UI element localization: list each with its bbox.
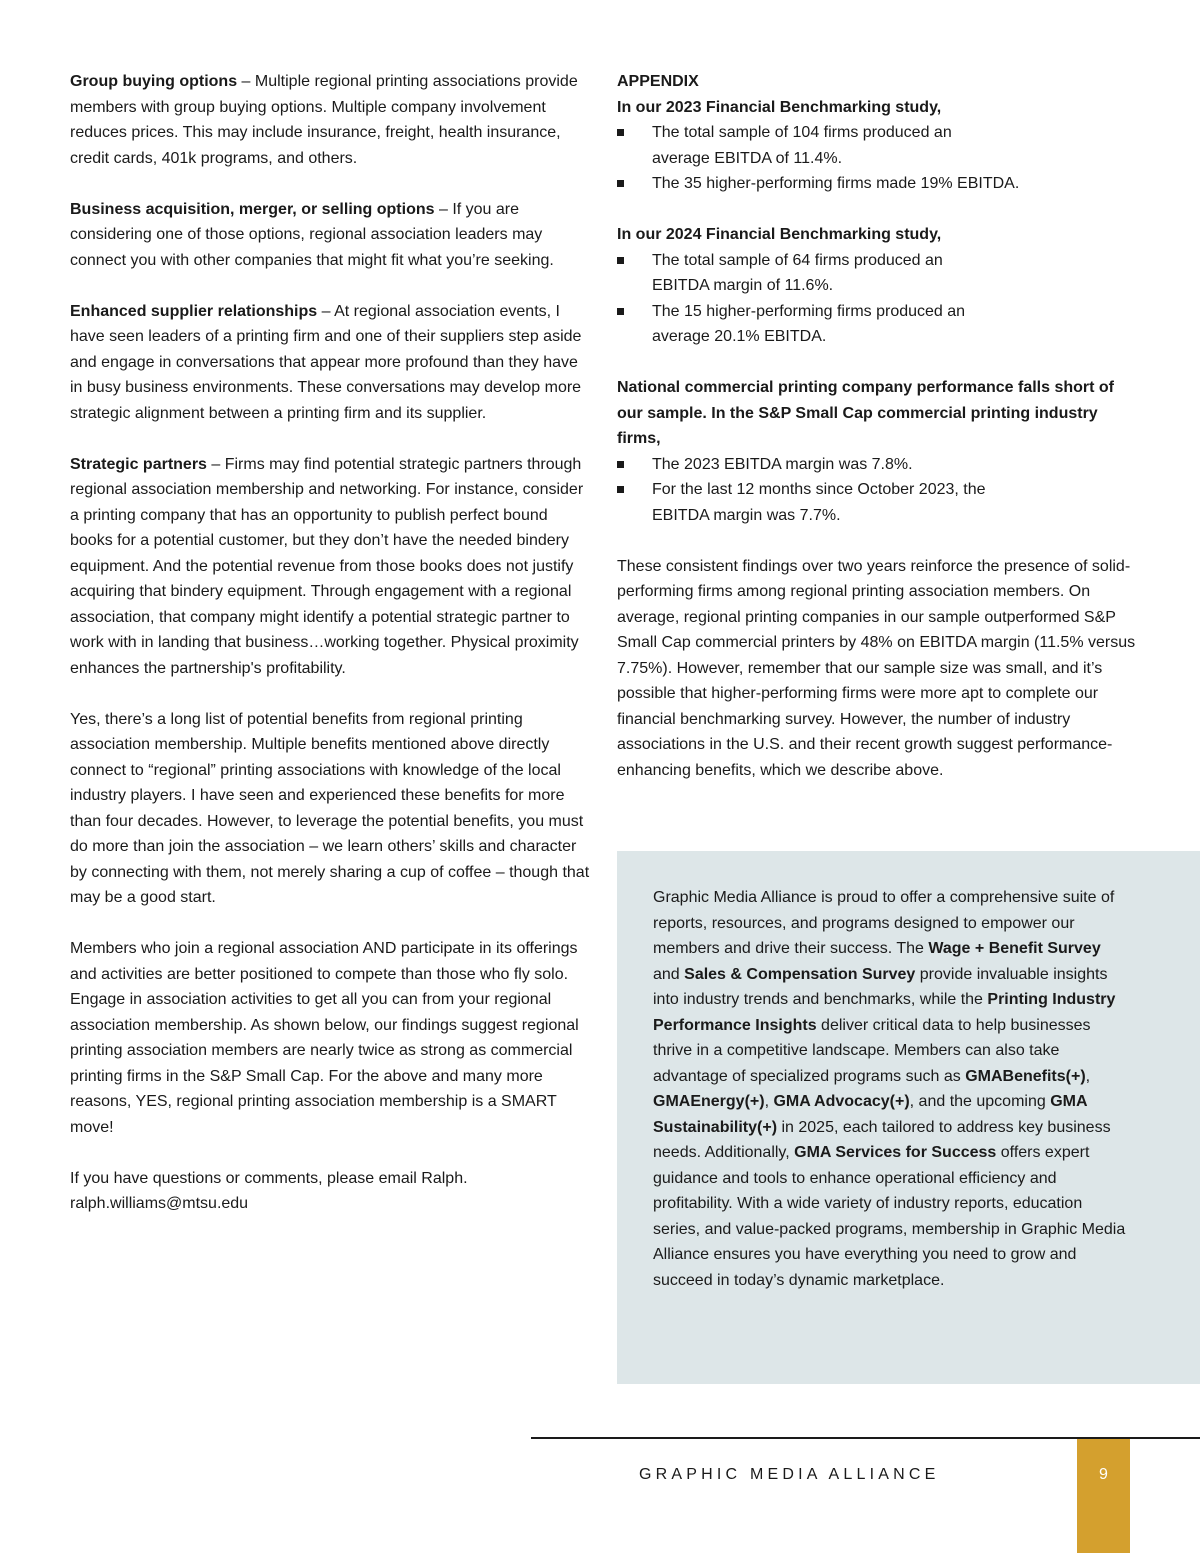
text-strategic-partners: – Firms may find potential strategic partners through regional association membership and networking. For instance, consider a printing company that has an opportunity to publish perfect bound books for a potential customer, but they don’t have the needed bindery equipment. And the potential revenue from those books does not justify acquiring that bindery equipment. Through engagement with a regional association, that company might identify a potential strategic partner to work with in landing that business…working together. Physical proximity enhances the partnership's profitability. — [70, 455, 584, 677]
page-number: 9 — [1099, 1466, 1108, 1483]
contact-text: If you have questions or comments, please email Ralph. — [70, 1169, 468, 1187]
gma-sustainability: GMA Sustainability(+) — [653, 1093, 1087, 1136]
page-number-tab — [1077, 1439, 1130, 1553]
list-item: The 35 higher-performing firms made 19% EBITDA. — [617, 171, 1137, 197]
paragraph-contact — [70, 1166, 592, 1217]
gma-energy: GMAEnergy(+) — [653, 1093, 765, 1110]
list-item: The 15 higher-performing firms produced an average 20.1% EBITDA. — [617, 299, 1137, 350]
heading-business-acquisition: Business acquisition, merger, or selling options — [70, 200, 435, 218]
bullet-icon — [617, 461, 624, 468]
gma-promo-box — [617, 851, 1200, 1384]
wage-benefit-survey: Wage + Benefit Survey — [928, 940, 1101, 957]
paragraph-group-buying — [70, 69, 592, 171]
paragraph-supplier-relationships — [70, 299, 592, 427]
heading-strategic-partners: Strategic partners — [70, 455, 207, 473]
text-supplier-relationships: – At regional association events, I have seen leaders of a printing firm and one of their suppliers step aside and engage in conversations that appear more profound than they have in busy business environments. These conversations may develop more strategic alignment between a printing firm and its supplier. — [70, 302, 582, 422]
paragraph-members-join: Members who join a regional association AND participate in its offerings and activities are better positioned to compete than those who fly solo. Engage in association activities to get all you can from your regional association membership. As shown below, our findings suggest regional printing association members are nearly twice as strong as commercial printing firms in the S&P Small Cap. For the above and many more reasons, YES, regional printing association membership is a SMART move! — [70, 940, 579, 1136]
heading-supplier-relationships: Enhanced supplier relationships — [70, 302, 318, 320]
text-business-acquisition: – If you are considering one of those options, regional association leaders may connect you with other companies that might fit what you’re seeking. — [70, 200, 554, 269]
right-column — [617, 69, 1137, 783]
list-item: For the last 12 months since October 2023, the EBITDA margin was 7.7%. — [617, 477, 1137, 528]
national-list — [617, 452, 1137, 529]
gma-promo-text: Graphic Media Alliance is proud to offer a comprehensive suite of reports, resources, and programs designed to empower our members and drive their success. The Wage + Benefit Survey and Sales & Compensation Survey provide invaluable insights into industry trends and benchmarks, while the Printing Industry Performance Insights deliver critical data to help businesses thrive in a competitive landscape. Members can also take advantage of specialized programs such as GMABenefits(+), GMAEnergy(+), GMA Advocacy(+), and the upcoming GMA Sustainability(+) in 2025, each tailored to address key business needs. Additionally, GMA Services for Success offers expert guidance and tools to enhance operational efficiency and profitability. With a wide variety of industry reports, education series, and value-packed programs, membership in Graphic Media Alliance ensures you have everything you need to grow and succeed in today’s dynamic marketplace. — [653, 889, 1126, 1289]
bullet-icon — [617, 129, 624, 136]
contact-email-link[interactable]: ralph.williams@mtsu.edu — [70, 1195, 249, 1212]
study-2023-list — [617, 120, 1137, 197]
gma-benefits: GMABenefits(+) — [965, 1067, 1086, 1085]
gma-advocacy: GMA Advocacy(+) — [773, 1093, 910, 1110]
bullet-icon — [617, 257, 624, 264]
bullet-icon — [617, 486, 624, 493]
paragraph-strategic-partners — [70, 452, 592, 682]
summary-paragraph: These consistent findings over two years reinforce the presence of solid-performing firms among regional printing association members. On average, regional printing companies in our sample outperformed S&P Small Cap commercial printers by 48% on EBITDA margin (11.5% versus 7.75%). However, remember that our sample size was small, and it’s possible that higher-performing firms were more apt to complete our financial benchmarking survey. However, the number of industry associations in the U.S. and their recent growth suggest performance-enhancing benefits, which we describe above. — [617, 557, 1136, 779]
gma-services-for-success: GMA Services for Success — [794, 1144, 997, 1161]
left-column — [70, 69, 592, 1217]
sales-compensation-survey: Sales & Compensation Survey — [684, 965, 916, 983]
paragraph-business-acquisition — [70, 197, 592, 274]
study-2023-heading: In our 2023 Financial Benchmarking study, — [617, 98, 942, 116]
heading-group-buying: Group buying options — [70, 73, 238, 90]
footer-org-name: GRAPHIC MEDIA ALLIANCE — [639, 1466, 940, 1483]
paragraph-long-list: Yes, there’s a long list of potential benefits from regional printing association membership. Multiple benefits mentioned above directly connect to “regional” printing associations with knowledge of the local industry players. I have seen and experienced these benefits for more than four decades. However, to leverage the potential benefits, you must do more than join the association – we learn others’ skills and character by connecting with them, not merely sharing a cup of coffee – though that may be a good start. — [70, 710, 590, 906]
national-heading: National commercial printing company performance falls short of our sample. In the S&P Small Cap commercial printing industry firms, — [617, 379, 1114, 447]
bullet-icon — [617, 308, 624, 315]
list-item: The total sample of 104 firms produced an average EBITDA of 11.4%. — [617, 120, 1137, 171]
text-group-buying: – Multiple regional printing associations provide members with group buying options. Multiple company involvement reduces prices. This may include insurance, freight, health insurance, credit cards, 401k programs, and others. — [70, 73, 578, 167]
study-2024-heading: In our 2024 Financial Benchmarking study, — [617, 226, 942, 243]
study-2024-list — [617, 248, 1137, 350]
appendix-title: APPENDIX — [617, 73, 699, 90]
list-item: The 2023 EBITDA margin was 7.8%. — [617, 452, 1137, 478]
list-item: The total sample of 64 firms produced an EBITDA margin of 11.6%. — [617, 248, 1137, 299]
bullet-icon — [617, 180, 624, 187]
performance-insights: Printing Industry Performance Insights — [653, 991, 1116, 1034]
